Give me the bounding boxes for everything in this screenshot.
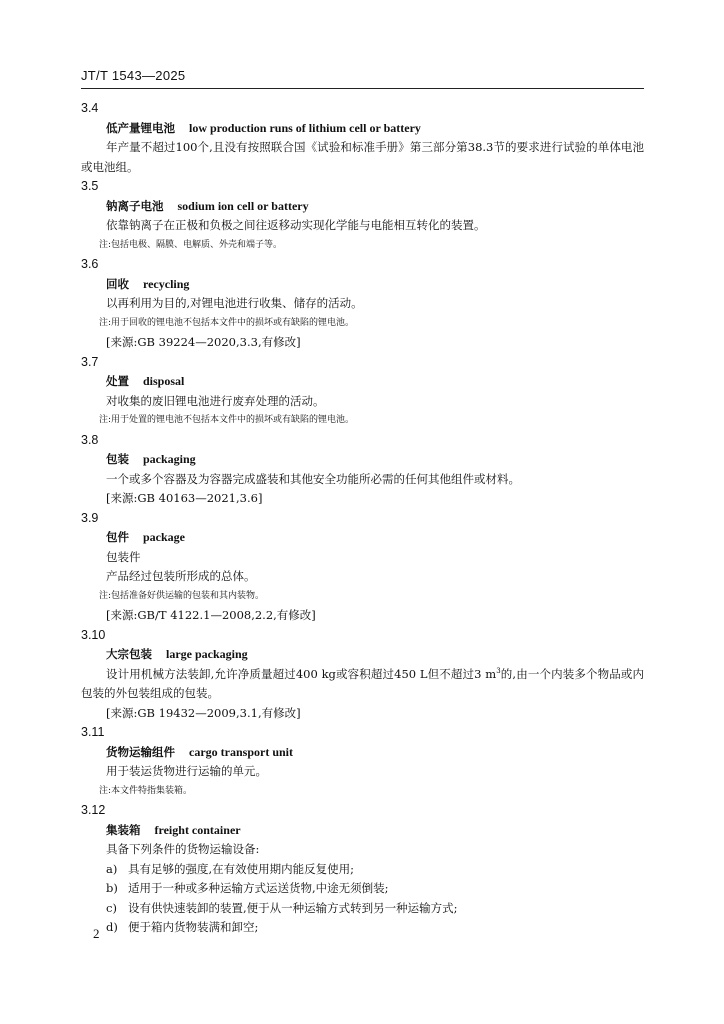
- standard-code-header: JT/T 1543—2025: [81, 68, 186, 83]
- list-item: [81, 918, 644, 938]
- term-heading: [81, 197, 644, 217]
- term-zh: 低产量锂电池: [106, 120, 175, 135]
- term-source: [来源:GB 19432—2009,3.1,有修改]: [106, 705, 301, 720]
- list-item: [81, 879, 644, 899]
- term-definition: 用于装运货物进行运输的单元。: [106, 764, 267, 778]
- list-label: c): [106, 900, 117, 915]
- term-note: 注:包括准备好供运输的包装和其内装物。: [99, 590, 265, 601]
- term-note: 注:用于回收的锂电池不包括本文件中的损坏或有缺陷的锂电池。: [99, 317, 355, 328]
- term-heading: [81, 821, 644, 841]
- term-heading: [81, 275, 644, 295]
- term-en: large packaging: [166, 647, 248, 661]
- clause-number: 3.6: [81, 257, 99, 271]
- term-source: [来源:GB 40163—2021,3.6]: [106, 491, 263, 505]
- term-definition: 一个或多个容器及为容器完成盛装和其他安全功能所必需的任何其他组件或材料。: [106, 471, 520, 486]
- term-definition: 产品经过包装所形成的总体。: [106, 569, 256, 583]
- term-definition: 对收集的废旧锂电池进行废弃处理的活动。: [106, 393, 325, 408]
- superscript: 3: [496, 666, 501, 675]
- term-zh: 货物运输组件: [106, 744, 175, 759]
- clause-number: 3.12: [81, 803, 106, 817]
- term-zh: 钠离子电池: [106, 198, 164, 213]
- term-en: cargo transport unit: [189, 744, 293, 759]
- term-definition: 以再利用为目的,对锂电池进行收集、储存的活动。: [106, 296, 363, 310]
- term-zh: 集装箱: [106, 822, 141, 837]
- term-heading: [81, 119, 644, 139]
- term-en: freight container: [154, 822, 241, 837]
- term-heading: [81, 372, 644, 392]
- term-zh: 回收: [106, 276, 129, 291]
- terms-content: [81, 99, 644, 938]
- term-zh: 大宗包装: [106, 647, 152, 661]
- definition-part: 的,由一个内装多个物品或内包装的外包装组成的包装。: [81, 666, 644, 700]
- term-heading: [81, 528, 644, 548]
- clause-number: 3.8: [81, 432, 99, 447]
- clause-number: 3.10: [81, 627, 106, 642]
- term-zh: 处置: [106, 374, 129, 388]
- definition-part: 设计用机械方法装卸,允许净质量超过400 kg或容积超过450 L但不超过3 m: [106, 666, 497, 681]
- term-en: packaging: [143, 452, 196, 466]
- term-en: recycling: [143, 276, 190, 291]
- term-source: [来源:GB 39224—2020,3.3,有修改]: [106, 335, 301, 349]
- term-note: 注:包括电极、隔膜、电解质、外壳和端子等。: [99, 239, 283, 250]
- list-text: 设有供快速装卸的装置,便于从一种运输方式转到另一种运输方式;: [128, 900, 458, 915]
- term-definition: 依靠钠离子在正极和负极之间往返移动实现化学能与电能相互转化的装置。: [106, 218, 486, 232]
- term-en: disposal: [143, 374, 185, 388]
- clause-number: 3.7: [81, 354, 99, 369]
- term-note: 注:本文件特指集装箱。: [99, 785, 193, 796]
- clause-number: 3.11: [81, 725, 105, 739]
- term-heading: [81, 743, 644, 763]
- header-rule: [81, 88, 644, 89]
- clause-number: 3.9: [81, 510, 99, 525]
- term-zh: 包件: [106, 530, 129, 544]
- term-definition: 年产量不超过100个,且没有按照联合国《试验和标准手册》第三部分第38.3节的要求进行试验的单体电池或电池组。: [81, 140, 644, 174]
- clause-number: 3.5: [81, 179, 99, 193]
- term-source: [来源:GB/T 4122.1—2008,2.2,有修改]: [106, 608, 316, 622]
- list-label: d): [106, 920, 118, 934]
- term-zh: 包装: [106, 452, 129, 466]
- list-text: 具有足够的强度,在有效使用期内能反复使用;: [128, 861, 355, 876]
- term-en: low production runs of lithium cell or battery: [189, 120, 421, 135]
- list-label: b): [106, 881, 118, 895]
- clause-number: 3.4: [81, 101, 99, 115]
- page-number: 2: [93, 926, 100, 941]
- term-alternative: 包装件: [106, 549, 141, 564]
- list-item: [81, 899, 644, 919]
- list-label: a): [106, 861, 118, 876]
- term-definition: 具备下列条件的货物运输设备:: [106, 842, 260, 856]
- list-item: [81, 860, 644, 880]
- term-heading: [81, 450, 644, 470]
- term-definition: [81, 665, 644, 704]
- term-note: 注:用于处置的锂电池不包括本文件中的损坏或有缺陷的锂电池。: [99, 415, 355, 425]
- term-heading: [81, 645, 644, 665]
- list-text: 适用于一种或多种运输方式运送货物,中途无须倒装;: [128, 881, 389, 895]
- term-en: package: [143, 530, 185, 544]
- term-en: sodium ion cell or battery: [177, 198, 309, 213]
- list-text: 便于箱内货物装满和卸空;: [128, 920, 259, 934]
